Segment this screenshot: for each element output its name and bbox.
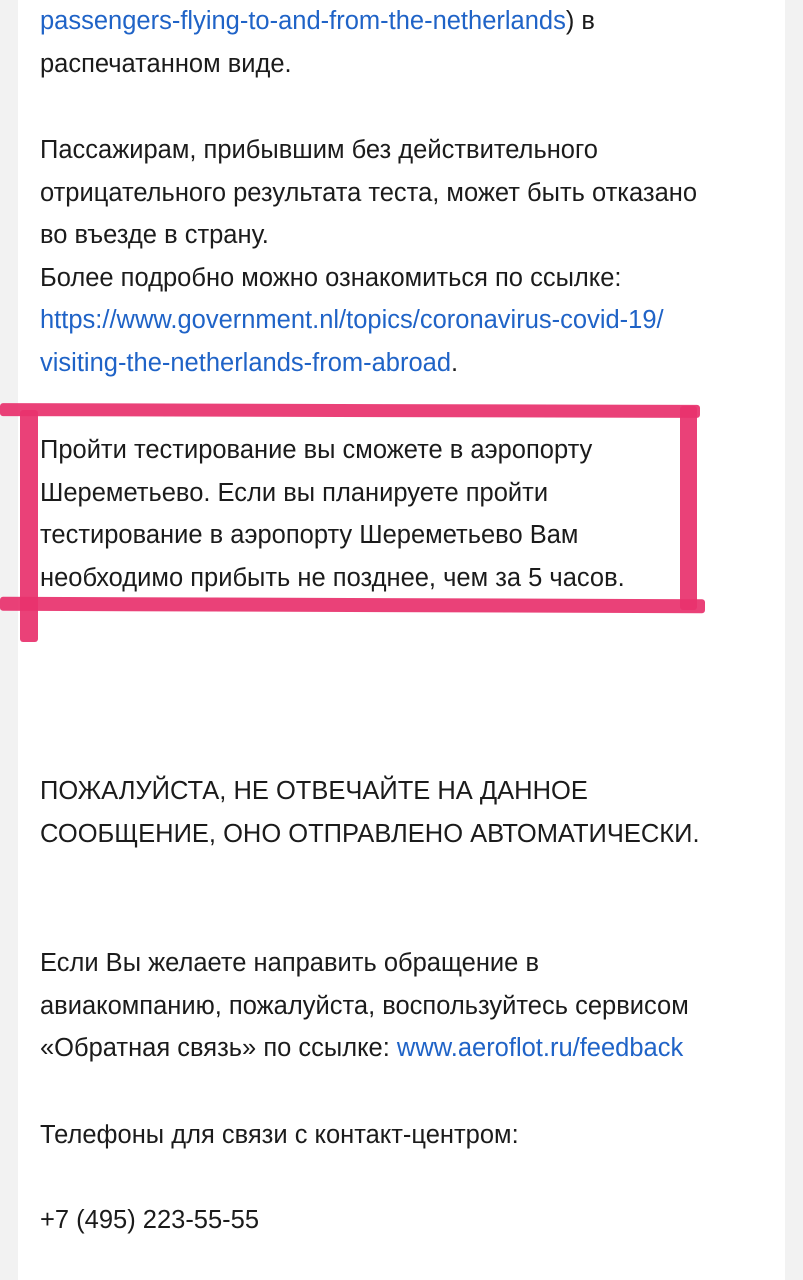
notice-line: Пассажирам, прибывшим без действительного [40,136,598,164]
notice-line: тестирование в аэропорту Шереметьево Вам [40,521,579,549]
notice-line: распечатанном виде. [40,49,292,78]
sheremetyevo-testing-notice [40,429,780,599]
highlight-frame-right [680,406,697,610]
entry-refusal-notice [40,129,780,384]
highlight-frame-top [0,403,700,418]
notice-line: необходимо прибыть не позднее, чем за 5 часов. [40,563,625,592]
contact-center-heading [40,1114,780,1157]
notice-line: отрицательного результата теста, может быть отказано [40,178,698,207]
gov-link-line [40,299,780,342]
notice-line: ПОЖАЛУЙСТА, НЕ ОТВЕЧАЙТЕ НА ДАННОЕ [40,777,588,805]
email-body [18,0,785,1280]
feedback-line [40,1027,780,1070]
government-nl-link-continued[interactable]: visiting-the-netherlands-from-abroad [40,348,452,377]
link-suffix: ) в [565,7,595,35]
notice-line: Если Вы желаете направить обращение в [40,949,539,977]
notice-line: Пройти тестирование вы сможете в аэропорту [40,436,593,464]
contact-phone [40,1199,780,1242]
gov-link-line [40,342,780,385]
notice-line: СООБЩЕНИЕ, ОНО ОТПРАВЛЕНО АВТОМАТИЧЕСКИ. [40,819,700,848]
notice-line: во въезде в страну. [40,221,269,249]
notice-line [40,0,780,43]
do-not-reply-notice [40,770,780,855]
highlight-frame-bottom [0,597,705,613]
notice-line: Телефоны для связи с контакт-центром: [40,1121,519,1149]
phone-number: +7 (495) 223-55-55 [40,1206,260,1234]
feedback-prefix: «Обратная связь» по ссылке: [40,1034,397,1062]
pdf-print-notice [40,0,780,85]
notice-line: Более подробно можно ознакомиться по ссылке: [40,263,622,292]
notice-line: авиакомпанию, пожалуйста, воспользуйтесь сервисом [40,991,689,1020]
aeroflot-feedback-link[interactable]: www.aeroflot.ru/feedback [396,1034,684,1062]
netherlands-passengers-link[interactable]: passengers-flying-to-and-from-the-netherlands [40,7,566,35]
link-suffix: . [451,348,459,377]
feedback-notice [40,942,780,1070]
government-nl-link[interactable]: https://www.government.nl/topics/coronavirus-covid-19/ [40,306,664,334]
notice-line: Шереметьево. Если вы планируете пройти [40,478,549,507]
highlight-frame-left [20,410,38,642]
